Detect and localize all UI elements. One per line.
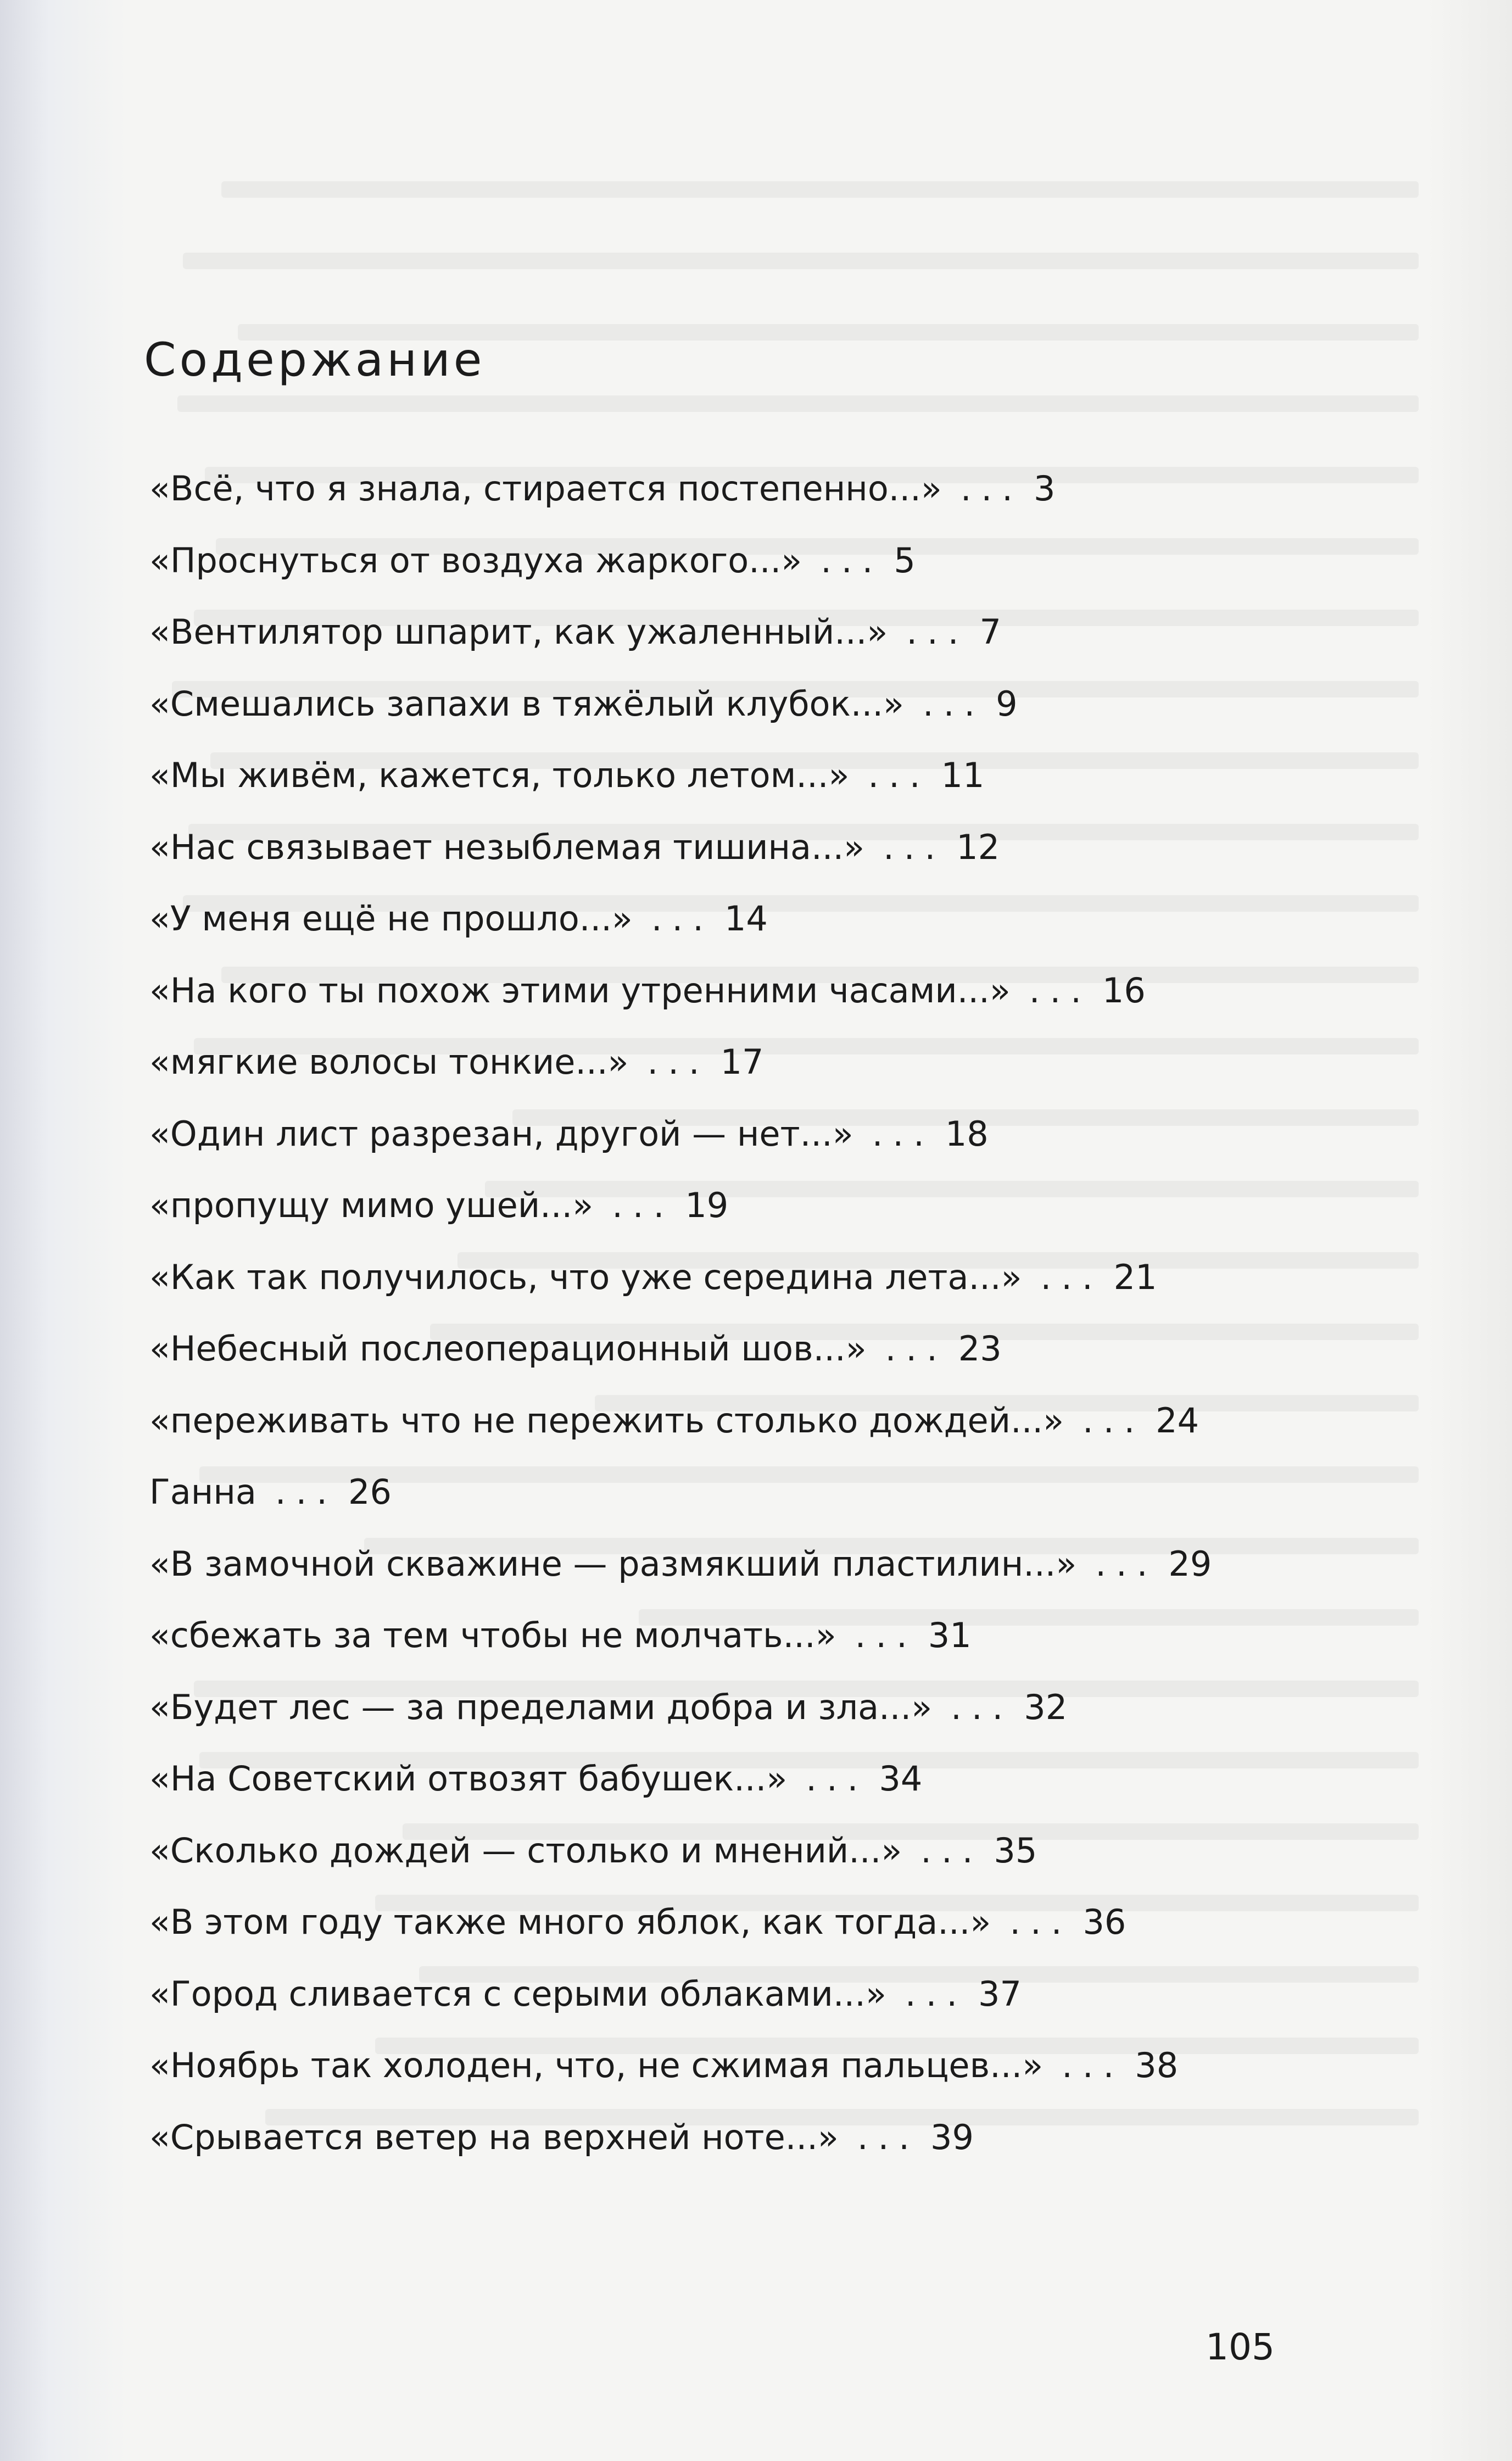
toc-entry-title: «Город сливается с серыми облаками...» xyxy=(149,1973,886,2014)
toc-entry-title: «сбежать за тем чтобы не молчать...» xyxy=(149,1615,836,1655)
toc-leader-dots: ... xyxy=(951,1687,1013,1727)
toc-entry-page: 26 xyxy=(348,1472,392,1512)
toc-leader-dots: ... xyxy=(1009,1902,1072,1942)
toc-entry xyxy=(149,1537,1413,1609)
toc-leader-dots: ... xyxy=(885,1329,947,1369)
toc-entry xyxy=(149,1608,1413,1680)
toc-entry-title: Ганна xyxy=(149,1472,256,1512)
toc-entry-page: 5 xyxy=(894,540,916,581)
toc-leader-dots: ... xyxy=(872,1113,934,1154)
toc-entry-page: 16 xyxy=(1102,970,1146,1011)
toc-entry xyxy=(149,533,1413,605)
toc-leader-dots: ... xyxy=(1040,1257,1103,1297)
toc-leader-dots: ... xyxy=(806,1759,868,1799)
toc-leader-dots: ... xyxy=(906,612,969,652)
toc-entry-title: «В замочной скважине — размякший пластилин...» xyxy=(149,1543,1077,1584)
toc-entry xyxy=(149,1178,1413,1250)
toc-entry xyxy=(149,1895,1413,1967)
toc-leader-dots: ... xyxy=(923,683,985,724)
toc-entry xyxy=(149,1035,1413,1107)
toc-entry-page: 35 xyxy=(994,1830,1037,1871)
toc-entry-page: 3 xyxy=(1033,468,1056,509)
toc-entry xyxy=(149,677,1413,749)
toc-entry-page: 18 xyxy=(945,1113,989,1154)
table-of-contents xyxy=(149,461,1413,2181)
toc-entry-title: «На Советский отвозят бабушек...» xyxy=(149,1759,788,1799)
toc-entry-page: 24 xyxy=(1156,1400,1199,1441)
toc-entry-page: 17 xyxy=(720,1042,764,1082)
toc-entry-page: 21 xyxy=(1113,1257,1157,1297)
toc-entry-page: 39 xyxy=(930,2117,974,2157)
toc-entry xyxy=(149,2038,1413,2110)
toc-entry-title: «переживать что не пережить столько дождей...» xyxy=(149,1400,1064,1441)
toc-entry xyxy=(149,1321,1413,1393)
toc-entry-title: «Проснуться от воздуха жаркого...» xyxy=(149,540,802,581)
toc-leader-dots: ... xyxy=(857,2117,919,2157)
toc-entry xyxy=(149,605,1413,677)
toc-entry xyxy=(149,891,1413,963)
toc-entry-page: 31 xyxy=(928,1615,972,1655)
toc-entry-page: 9 xyxy=(996,683,1018,724)
toc-entry xyxy=(149,1967,1413,2039)
toc-entry-title: «Всё, что я знала, стирается постепенно...» xyxy=(149,468,942,509)
toc-entry-page: 38 xyxy=(1135,2045,1179,2085)
toc-entry-title: «Один лист разрезан, другой — нет...» xyxy=(149,1113,853,1154)
toc-entry xyxy=(149,1751,1413,1823)
toc-entry xyxy=(149,748,1413,820)
toc-entry xyxy=(149,1465,1413,1537)
toc-leader-dots: ... xyxy=(920,1830,983,1871)
toc-leader-dots: ... xyxy=(883,827,946,867)
toc-leader-dots: ... xyxy=(1083,1400,1145,1441)
toc-entry xyxy=(149,1250,1413,1322)
toc-entry-page: 37 xyxy=(978,1973,1022,2014)
toc-leader-dots: ... xyxy=(275,1472,337,1512)
toc-entry-page: 14 xyxy=(724,899,768,939)
toc-entry-title: «пропущу мимо ушей...» xyxy=(149,1185,594,1225)
toc-entry-page: 7 xyxy=(979,612,1001,652)
toc-entry-title: «Вентилятор шпарит, как ужаленный...» xyxy=(149,612,888,652)
toc-entry-page: 19 xyxy=(685,1185,729,1225)
toc-entry-title: «Срывается ветер на верхней ноте...» xyxy=(149,2117,839,2157)
toc-entry xyxy=(149,963,1413,1035)
toc-entry-title: «В этом году также много яблок, как тогда...» xyxy=(149,1902,991,1942)
toc-entry-title: «мягкие волосы тонкие...» xyxy=(149,1042,629,1082)
toc-entry-title: «Нас связывает незыблемая тишина...» xyxy=(149,827,865,867)
toc-entry xyxy=(149,820,1413,892)
toc-entry xyxy=(149,1680,1413,1752)
toc-entry-title: «На кого ты похож этими утренними часами...» xyxy=(149,970,1011,1011)
toc-entry-page: 11 xyxy=(941,755,985,795)
toc-entry xyxy=(149,1823,1413,1895)
toc-entry-title: «Будет лес — за пределами добра и зла...» xyxy=(149,1687,933,1727)
contents-title: Содержание xyxy=(144,333,486,387)
toc-entry xyxy=(149,1393,1413,1465)
page-number: 105 xyxy=(1206,2326,1275,2368)
toc-leader-dots: ... xyxy=(1062,2045,1124,2085)
toc-entry-page: 34 xyxy=(879,1759,923,1799)
toc-entry xyxy=(149,2110,1413,2182)
toc-leader-dots: ... xyxy=(905,1973,968,2014)
toc-leader-dots: ... xyxy=(1095,1543,1158,1584)
toc-leader-dots: ... xyxy=(1029,970,1091,1011)
toc-leader-dots: ... xyxy=(868,755,930,795)
toc-entry-title: «У меня ещё не прошло...» xyxy=(149,899,633,939)
toc-leader-dots: ... xyxy=(647,1042,710,1082)
toc-entry-title: «Мы живём, кажется, только летом...» xyxy=(149,755,850,795)
toc-entry-title: «Небесный послеоперационный шов...» xyxy=(149,1329,867,1369)
toc-entry xyxy=(149,1107,1413,1179)
toc-entry-page: 36 xyxy=(1083,1902,1126,1942)
toc-entry-page: 12 xyxy=(956,827,1000,867)
toc-leader-dots: ... xyxy=(651,899,713,939)
toc-entry-title: «Сколько дождей — столько и мнений...» xyxy=(149,1830,902,1871)
toc-entry-page: 23 xyxy=(958,1329,1002,1369)
toc-entry xyxy=(149,461,1413,533)
toc-entry-page: 29 xyxy=(1168,1543,1212,1584)
toc-entry-title: «Ноябрь так холоден, что, не сжимая пальцев...» xyxy=(149,2045,1044,2085)
toc-entry-title: «Смешались запахи в тяжёлый клубок...» xyxy=(149,683,904,724)
toc-entry-title: «Как так получилось, что уже середина лета...» xyxy=(149,1257,1022,1297)
toc-leader-dots: ... xyxy=(821,540,883,581)
toc-leader-dots: ... xyxy=(612,1185,674,1225)
toc-leader-dots: ... xyxy=(960,468,1023,509)
toc-leader-dots: ... xyxy=(855,1615,917,1655)
toc-entry-page: 32 xyxy=(1024,1687,1068,1727)
